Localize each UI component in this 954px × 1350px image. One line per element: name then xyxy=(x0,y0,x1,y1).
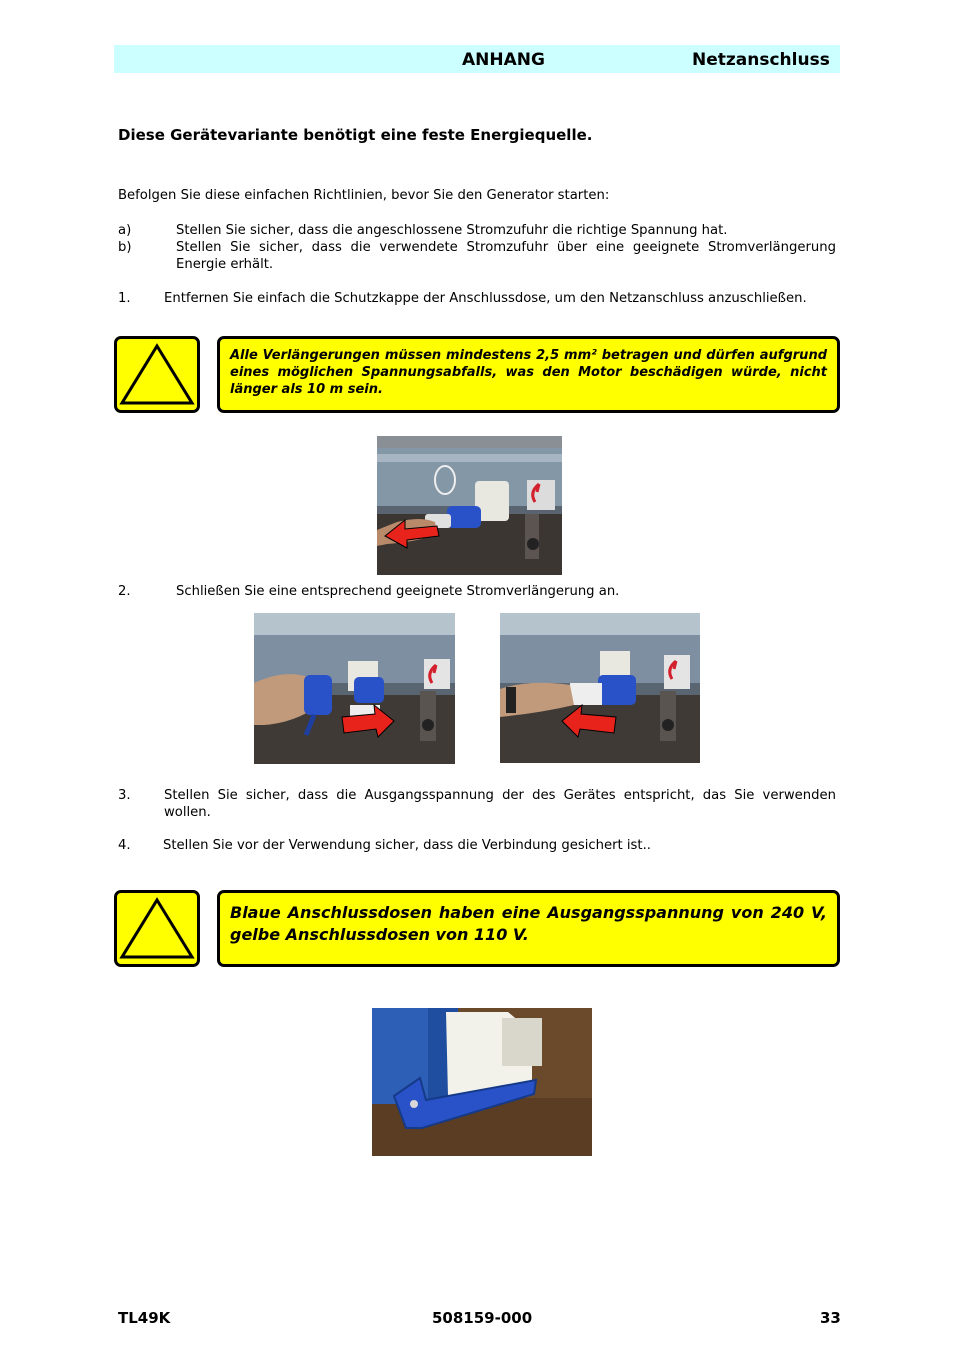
guideline-marker-a: a) xyxy=(118,223,132,238)
guideline-text-a: Stellen Sie sicher, dass die angeschlossene Stromzufuhr die richtige Spannung hat. xyxy=(176,223,728,238)
warning-triangle-icon xyxy=(117,339,197,410)
footer-model: TL49K xyxy=(118,1309,171,1327)
photo-connect-extension-left xyxy=(254,613,455,764)
footer-doc-number: 508159-000 xyxy=(432,1309,533,1327)
warning-text-2: Blaue Anschlussdosen haben eine Ausgangsspannung von 240 V, gelbe Anschlussdosen von 110 V. xyxy=(230,903,827,944)
step-text-3: Stellen Sie sicher, dass die Ausgangsspannung der des Gerätes entspricht, das Sie verwenden wollen. xyxy=(164,788,836,820)
photo-socket-closeup xyxy=(372,1008,592,1156)
warning-box-1 xyxy=(217,336,840,413)
footer-page-number: 33 xyxy=(820,1309,841,1327)
warning-text-1: Alle Verlängerungen müssen mindestens 2,5 mm² betragen und dürfen aufgrund eines möglichen Spannungsabfalls, was den Motor beschädigen würde, nicht länger als 10 m sein. xyxy=(230,348,827,397)
warning-box-2 xyxy=(217,890,840,967)
step-marker-3: 3. xyxy=(118,788,131,803)
step-marker-4: 4. xyxy=(118,838,131,853)
header-section: ANHANG xyxy=(462,50,545,70)
intro-text: Befolgen Sie diese einfachen Richtlinien, bevor Sie den Generator starten: xyxy=(118,188,610,203)
guideline-text-b: Stellen Sie sicher, dass die verwendete Stromzufuhr über eine geeignete Stromverlängerung Energie erhält. xyxy=(176,240,836,272)
step-text-1: Entfernen Sie einfach die Schutzkappe der Anschlussdose, um den Netzanschluss anzuschließen. xyxy=(164,291,807,306)
photo-remove-cap xyxy=(377,436,562,575)
photo-connect-extension-right xyxy=(500,613,700,763)
step-marker-1: 1. xyxy=(118,291,131,306)
step-text-4: Stellen Sie vor der Verwendung sicher, dass die Verbindung gesichert ist.. xyxy=(163,838,651,853)
warning-triangle-icon xyxy=(117,893,197,964)
step-marker-2: 2. xyxy=(118,584,131,599)
step-text-2: Schließen Sie eine entsprechend geeignete Stromverlängerung an. xyxy=(176,584,620,599)
header-title: Netzanschluss xyxy=(692,50,830,70)
guideline-marker-b: b) xyxy=(118,240,132,255)
page-heading: Diese Gerätevariante benötigt eine feste Energiequelle. xyxy=(118,126,593,144)
warning-icon-box-1 xyxy=(114,336,200,413)
warning-icon-box-2 xyxy=(114,890,200,967)
